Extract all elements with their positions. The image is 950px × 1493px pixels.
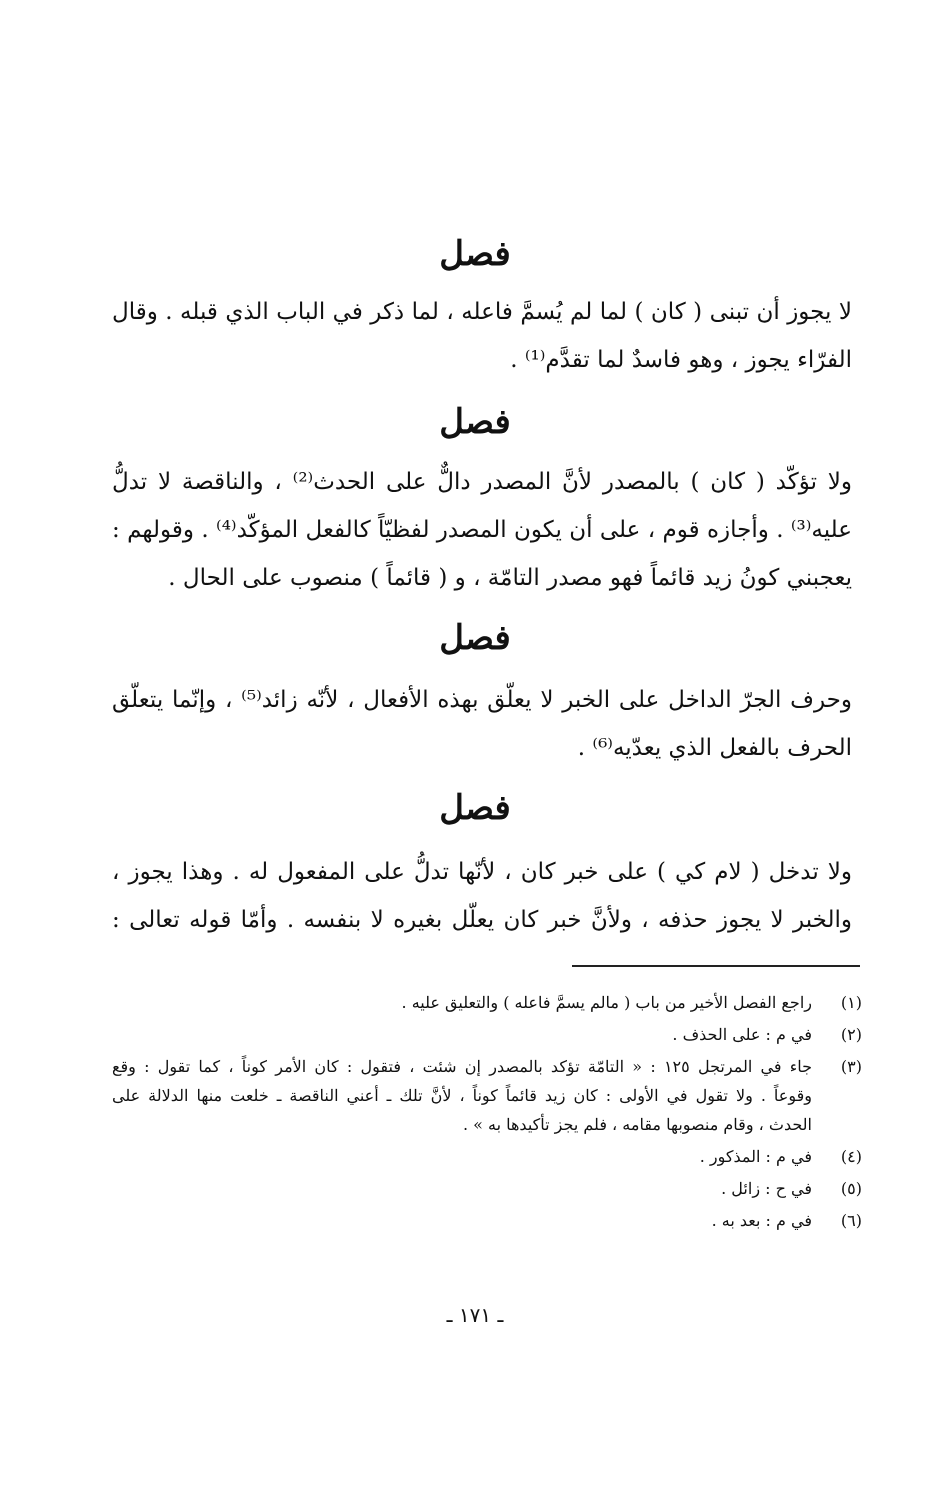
footnote-text	[112, 988, 812, 1017]
footnote-number: (١)	[840, 993, 862, 1012]
paragraph-line: الحرف بالفعل الذي يعدّيه⁽⁶⁾ .	[577, 735, 852, 761]
footnote-number: (٥)	[840, 1179, 862, 1198]
footnote	[112, 1020, 862, 1049]
paragraph	[112, 676, 852, 772]
footnote-number: (٤)	[840, 1147, 862, 1166]
footnote-line: جاء في المرتجل ١٢٥ : « التامّة تؤكد بالمصدر إن شئت ، فتقول : كان الأمر كوناً ، كما تقول : وقع	[112, 1057, 812, 1076]
paragraph	[112, 848, 852, 944]
footnote-number: (٦)	[840, 1211, 862, 1230]
footnote-number: (٣)	[840, 1057, 862, 1076]
paragraph-line: لا يجوز أن تبنى ( كان ) لما لم يُسمَّ فاعله ، لما ذكر في الباب الذي قبله . وقال	[112, 299, 852, 325]
paragraph-line: يعجبني كونُ زيد قائماً فهو مصدر التامّة ، و ( قائماً ) منصوب على الحال .	[168, 565, 852, 591]
paragraph-line: عليه⁽³⁾ . وأجازه قوم ، على أن يكون المصدر لفظيّاً كالفعل المؤكّد⁽⁴⁾ . وقولهم :	[112, 517, 852, 543]
footnote-line: وقوعاً . ولا تقول في الأولى : كان زيد قائماً كوناً ، لأنَّ تلك ـ أعني الناقصة ـ خلعت منها الدلالة على	[112, 1086, 812, 1105]
footnote-separator	[572, 965, 860, 967]
footnote-text	[112, 1020, 812, 1049]
section-heading: فصل	[439, 618, 511, 658]
paragraph	[112, 288, 852, 384]
footnote-number: (٢)	[840, 1025, 862, 1044]
footnote	[112, 1206, 862, 1235]
footnote-text	[112, 1174, 812, 1203]
page-number: ـ ١٧١ ـ	[446, 1303, 504, 1327]
paragraph-line: والخبر لا يجوز حذفه ، ولأنَّ خبر كان يعلّل بغيره لا بنفسه . وأمّا قوله تعالى :	[112, 907, 852, 933]
paragraph	[112, 458, 852, 602]
footnote	[112, 1052, 862, 1139]
paragraph-line: ولا تؤكّد ( كان ) بالمصدر لأنَّ المصدر دالٌّ على الحدث⁽²⁾ ، والناقصة لا تدلُّ	[112, 469, 852, 495]
footnote	[112, 988, 862, 1017]
footnote-text	[112, 1052, 812, 1139]
footnotes	[112, 988, 862, 1238]
section-heading: فصل	[439, 234, 511, 274]
footnote-line: الحدث ، وقام منصوبها مقامه ، فلم يجز تأكيدها به » .	[462, 1115, 812, 1134]
footnote	[112, 1174, 862, 1203]
paragraph-line: وحرف الجرّ الداخل على الخبر لا يعلّق بهذه الأفعال ، لأنّه زائد⁽⁵⁾ ، وإنّما يتعلّق	[112, 687, 852, 713]
section-heading: فصل	[439, 788, 511, 828]
footnote-line: في م : بعد به .	[711, 1211, 812, 1230]
footnote-text	[112, 1142, 812, 1171]
paragraph-line: الفرّاء يجوز ، وهو فاسدٌ لما تقدَّم⁽¹⁾ .	[510, 347, 852, 373]
footnote-line: في م : المذكور .	[699, 1147, 812, 1166]
footnote-line: في م : على الحذف .	[672, 1025, 812, 1044]
footnote-line: راجع الفصل الأخير من باب ( مالم يسمَّ فاعله ) والتعليق عليه .	[401, 993, 812, 1012]
paragraph-line: ولا تدخل ( لام كي ) على خبر كان ، لأنّها تدلُّ على المفعول له . وهذا يجوز ،	[112, 859, 852, 885]
footnote-text	[112, 1206, 812, 1235]
footnote-line: في ح : زائل .	[721, 1179, 812, 1198]
footnote	[112, 1142, 862, 1171]
section-heading: فصل	[439, 402, 511, 442]
